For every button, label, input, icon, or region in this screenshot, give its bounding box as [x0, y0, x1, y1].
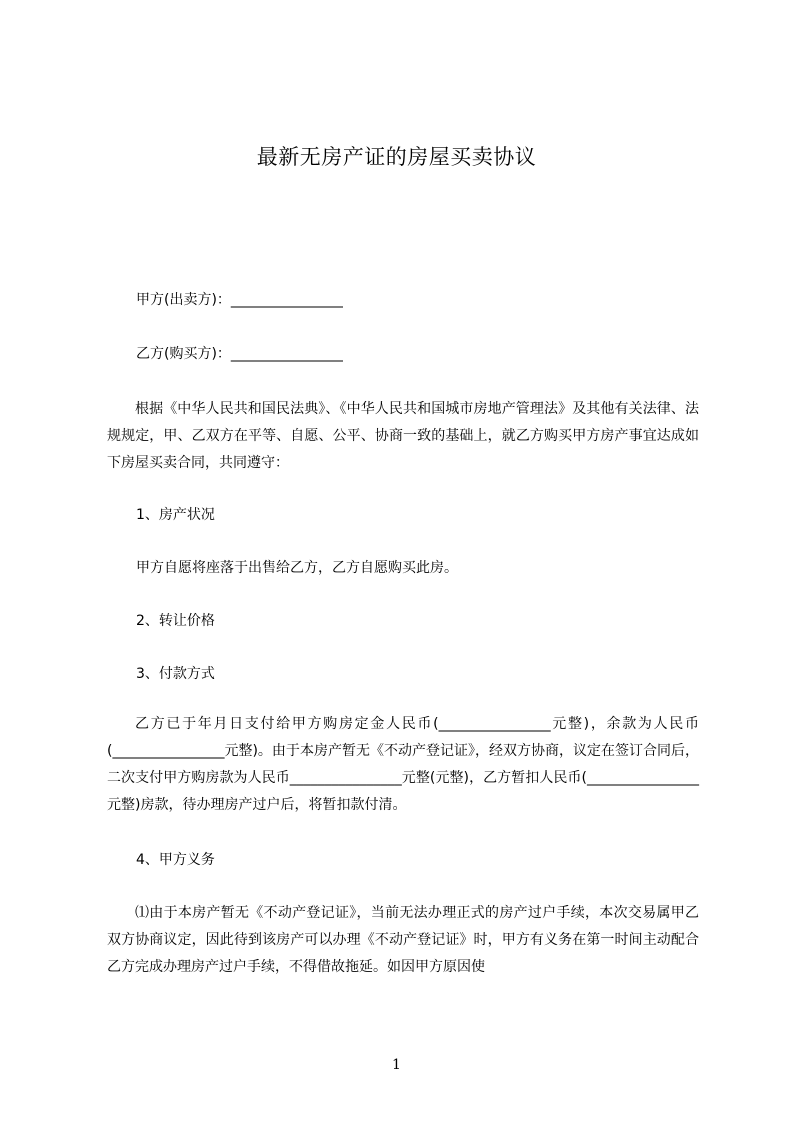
party-b-line: 乙方(购买方)：________________: [136, 346, 343, 362]
preamble-paragraph: 根据《中华人民共和国民法典》、《中华人民共和国城市房地产管理法》及其他有关法律、法规规定，甲、乙双方在平等、自愿、公平、协商一致的基础上，就乙方购买甲方房产事宜达成如下房屋买卖合同，共同遵守：: [107, 401, 699, 471]
section-3-heading: 3、付款方式: [136, 666, 215, 682]
page-number: 1: [392, 1057, 401, 1073]
section-4-heading: 4、甲方义务: [136, 852, 215, 868]
party-a-line: 甲方(出卖方)：________________: [136, 292, 343, 308]
section-3-paragraph: 乙方已于年月日支付给甲方购房定金人民币(________________元整)，余款为人民币(________________元整)。由于本房产暂无《不动产登记证》，经双方协商，议定在签订合同后，二次支付甲方购房款为人民币________________元整(元整)，乙方暂扣人民币(________________元整)房款，待办理房产过户后，将暂扣款付清。: [107, 716, 699, 813]
section-1-text: 甲方自愿将座落于出售给乙方，乙方自愿购买此房。: [136, 560, 458, 576]
section-4-item-1: ⑴由于本房产暂无《不动产登记证》，当前无法办理正式的房产过户手续，本次交易属甲乙双方协商议定，因此待到该房产可以办理《不动产登记证》时，甲方有义务在第一时间主动配合乙方完成办理房产过户手续，不得借故拖延。如因甲方原因使: [107, 905, 699, 975]
document-title: 最新无房产证的房屋买卖协议: [256, 145, 537, 169]
section-1-heading: 1、房产状况: [136, 507, 215, 523]
section-2-heading: 2、转让价格: [136, 613, 215, 629]
